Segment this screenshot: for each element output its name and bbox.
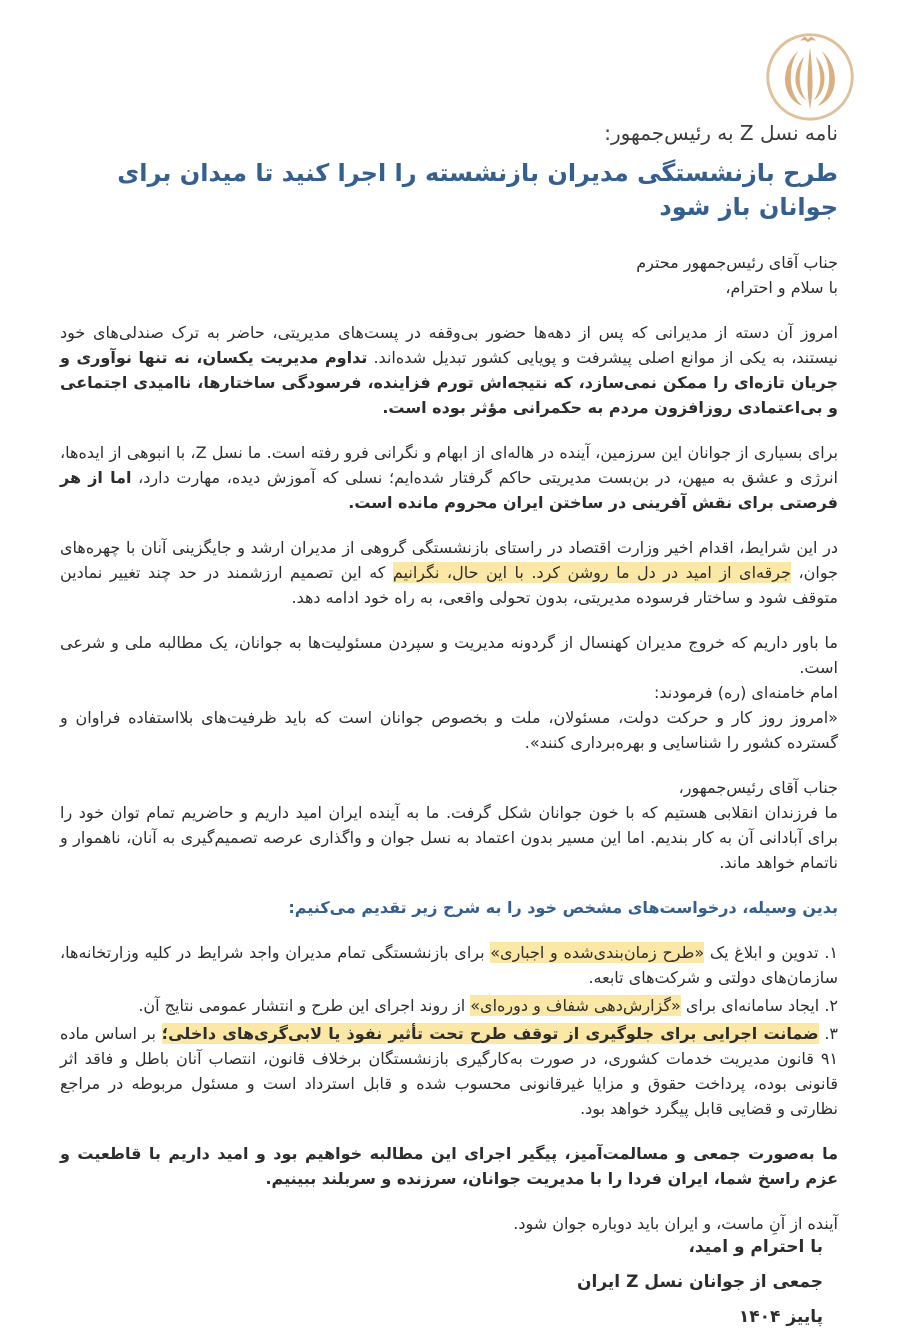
demand-item-2 [60,993,838,1018]
letter-headline: طرح بازنشستگی مدیران بازنشسته را اجرا کنید تا میدان برای جوانان باز شود [117,159,838,221]
text-run-highlight: جرقه‌ای از امید در دل ما روشن کرد. با این حال، نگرانیم [392,563,791,582]
paragraph-revolution-children [60,775,838,875]
demands-intro: بدین وسیله، درخواست‌های مشخص خود را به شرح زیر تقدیم می‌کنیم: [288,898,838,917]
text-run-normal: امروز آن دسته از مدیرانی که پس از دهه‌ها حضور بی‌وقفه در پست‌های مدیریتی، حاضر به ترک صندلی‌های خود نیستند، به یکی از موانع اصلی پیشرفت و پویایی کشور تبدیل شده‌اند. [60,323,839,367]
closing-statement [60,1141,838,1191]
text-run-highlight: «طرح زمان‌بندی‌شده و اجباری» [490,943,705,962]
iran-emblem-icon [762,27,858,123]
demand-item-1 [60,940,838,990]
text-run-normal: برای بسیاری از جوانان این سرزمین، آینده در هاله‌ای از ابهام و نگرانی فرو رفته است. ما نسل Z، با انبوهی از ایده‌ها، انرژی و عشق به میهن، در بن‌بست مدیریتی حاکم گرفتار شده‌ایم؛ نسلی که آموزش دیده، مهارت دارد، [60,443,839,487]
text-run-normal: از روند اجرای این طرح و انتشار عمومی نتایج آن. [138,996,471,1015]
paragraph-economy-ministry-action [60,535,838,610]
signature-block [577,1230,823,1335]
text-run-bold: اما از هر فرصتی برای نقش آفرینی در ساختن ایران محروم مانده است. [60,468,838,512]
text-run-normal: که این تصمیم ارزشمند در حد چند تغییر نمادین متوقف شود و ساختار فرسوده مدیریتی، بدون تحولی واقعی، به راه خود ادامه دهد. [60,563,838,607]
text-run-normal: ۳. [818,1024,839,1043]
text-run-bold-highlight: ضمانت اجرایی برای جلوگیری از توقف طرح تحت تأثیر نفوذ یا لابی‌گری‌های داخلی؛ [161,1024,819,1043]
text-run-normal: بر اساس ماده ۹۱ قانون مدیریت خدمات کشوری، در صورت به‌کارگیری بازنشستگان برخلاف قانون، انتصاب آنان باطل و فاقد اثر قانونی بوده، پرداخت حقوق و مزایا غیرقانونی محسوب شده و قابل استرداد است و مسئول مربوطه در مراجع نظارتی و قضایی قابل پیگرد خواهد بود. [60,1024,838,1118]
demand-item-3 [60,1021,838,1121]
text-run-normal: در این شرایط، اقدام اخیر وزارت اقتصاد در راستای بازنشستگی گروهی از مدیران ارشد و جایگزینی آنان با چهره‌های جوان، [60,538,839,582]
text-run-normal: جناب آقای رئیس‌جمهور، [678,778,838,797]
text-run-bold: ما به‌صورت جمعی و مسالمت‌آمیز، پیگیر اجرای این مطالبه خواهیم بود و امید داریم با قاطعیت و عزم راسخ شما، ایران فردا را با مدیریت جوانان، سرزنده و سربلند ببینیم. [60,1144,838,1188]
letter-kicker: نامه نسل Z به رئیس‌جمهور: [604,121,838,145]
text-run-bold: تداوم مدیریت یکسان، نه تنها نوآوری و جریان تازه‌ای را ممکن نمی‌سازد، که نتیجه‌اش تورم فزاینده، فرسودگی ساختارها، ناامیدی اجتماعی و بی‌اعتمادی روزافزون مردم به حکمرانی مؤثر بوده است. [60,348,838,417]
text-run-normal: «امروز روز کار و حرکت دولت، مسئولان، ملت و بخصوص جوانان است که باید ظرفیت‌های بلااستفاده فراوان و گسترده کشور را شناسایی و بهره‌برداری کنند». [60,708,838,752]
greeting-block [60,250,838,300]
demands-list [60,940,838,1121]
text-run-highlight: «گزارش‌دهی شفاف و دوره‌ای» [470,996,681,1015]
paragraph-today-managers [60,320,838,420]
text-run-normal: ۲. ایجاد سامانه‌ای برای [680,996,838,1015]
greeting-line-salutation: با سلام و احترام، [725,278,838,297]
signature-date: پاییز ۱۴۰۴ [738,1307,823,1327]
signature-regards: با احترام و امید، [688,1237,823,1257]
future-line: آینده از آنِ ماست، و ایران باید دوباره جوان شود. [513,1214,838,1233]
text-run-normal: ما باور داریم که خروج مدیران کهنسال از گردونه مدیریت و سپردن مسئولیت‌ها به جوانان، یک مطالبه ملی و شرعی است. [60,633,838,677]
signature-group: جمعی از جوانان نسل Z ایران [577,1272,823,1292]
iran-emblem-logo [762,27,858,123]
greeting-line-addressee: جناب آقای رئیس‌جمهور محترم [636,253,838,272]
text-run-normal: ۱. تدوین و ابلاغ یک [704,943,839,962]
paragraph-genz-future [60,440,838,515]
paragraph-national-demand-quote [60,630,838,755]
text-run-normal: ما فرزندان انقلابی هستیم که با خون جوانان شکل گرفت. ما به آینده ایران امید داریم و حاضریم تمام توان خود را برای آبادانی آن به کار بندیم. اما این مسیر بدون اعتماد به نسل جوان و واگذاری عرصه تصمیم‌گیری به آنان، ناهموار و ناتمام خواهد ماند. [60,803,838,872]
text-run-normal: برای بازنشستگی تمام مدیران واجد شرایط در کلیه وزارتخانه‌ها، سازمان‌های دولتی و شرکت‌های تابعه. [60,943,838,987]
text-run-normal: امام خامنه‌ای (ره) فرمودند: [653,683,838,702]
